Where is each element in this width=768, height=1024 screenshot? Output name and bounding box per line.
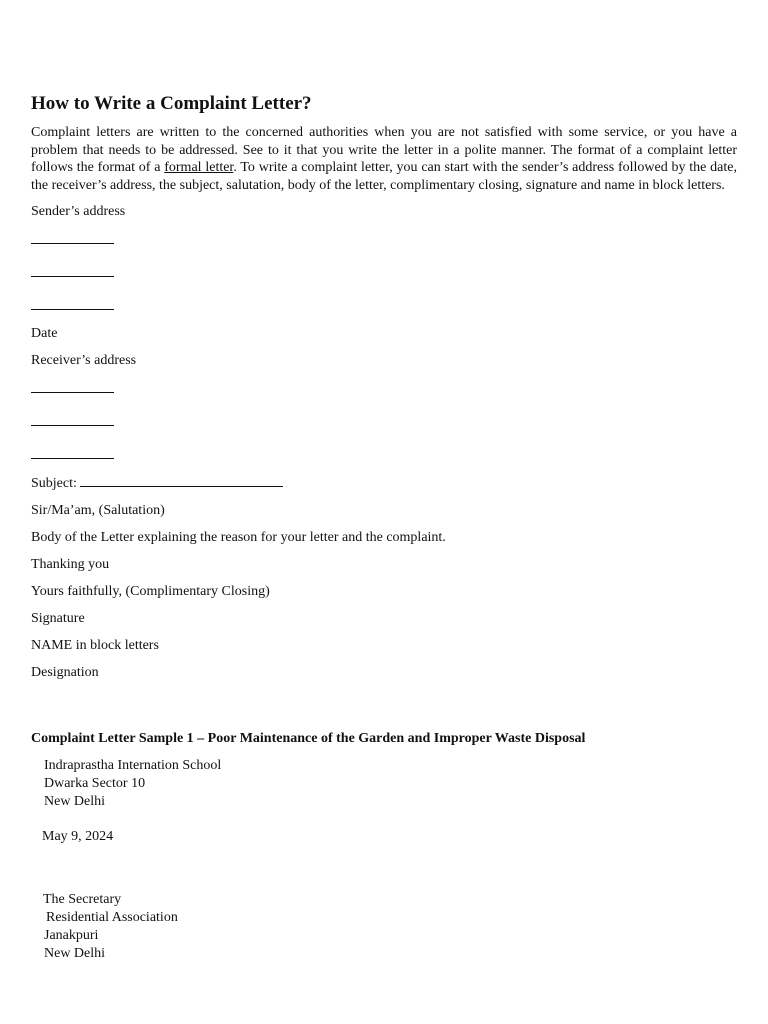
thanking-line: Thanking you bbox=[31, 557, 110, 572]
intro-paragraph bbox=[31, 124, 737, 194]
sample-sender-line: New Delhi bbox=[44, 794, 106, 809]
signature-line: Signature bbox=[31, 611, 85, 626]
date-label: Date bbox=[31, 326, 58, 341]
name-line: NAME in block letters bbox=[31, 638, 159, 653]
document-page bbox=[31, 92, 737, 963]
sample-sender-address bbox=[44, 757, 737, 811]
sender-blank-line-2 bbox=[31, 264, 737, 282]
sample-receiver-line: New Delhi bbox=[44, 946, 106, 961]
sample-sender-line: Dwarka Sector 10 bbox=[44, 776, 146, 791]
receiver-blank-line-1 bbox=[31, 380, 737, 398]
sample-receiver-line: Residential Association bbox=[46, 910, 178, 925]
sample-sender-line: Indraprastha Internation School bbox=[44, 758, 222, 773]
subject-blank bbox=[80, 474, 283, 487]
subject-line bbox=[31, 474, 737, 492]
intro-text-after: . To write a complaint letter, you can start with the sender’s address followed by the date, the receiver’s address, the subject, salutation, body of the letter, complimentary closing, signature and name in block letters. bbox=[31, 160, 737, 193]
intro-text-before: Complaint letters are written to the concerned authorities when you are not satisfied with some service, or you have a problem that needs to be addressed. See to it that you write the letter in a polite manner. The format of a complaint letter follows the format of a bbox=[31, 125, 737, 175]
formal-letter-link[interactable]: formal letter bbox=[164, 160, 234, 175]
sample-receiver-line: Janakpuri bbox=[44, 928, 99, 943]
salutation-line: Sir/Ma’am, (Salutation) bbox=[31, 503, 165, 518]
receivers-address-label: Receiver’s address bbox=[31, 353, 137, 368]
senders-address-label: Sender’s address bbox=[31, 204, 126, 219]
subject-label: Subject: bbox=[31, 476, 81, 491]
receiver-blank-line-3 bbox=[31, 446, 737, 464]
sender-blank-line-1 bbox=[31, 231, 737, 249]
body-line: Body of the Letter explaining the reason for your letter and the complaint. bbox=[31, 530, 446, 545]
sample-receiver-address bbox=[31, 891, 737, 963]
sample-receiver-line: The Secretary bbox=[43, 892, 122, 907]
page-title: How to Write a Complaint Letter? bbox=[31, 93, 312, 114]
sample-date: May 9, 2024 bbox=[42, 829, 114, 844]
designation-line: Designation bbox=[31, 665, 99, 680]
sample-title: Complaint Letter Sample 1 – Poor Maintenance of the Garden and Improper Waste Disposal bbox=[31, 731, 586, 746]
sender-blank-line-3 bbox=[31, 297, 737, 315]
receiver-blank-line-2 bbox=[31, 413, 737, 431]
closing-line: Yours faithfully, (Complimentary Closing) bbox=[31, 584, 270, 599]
